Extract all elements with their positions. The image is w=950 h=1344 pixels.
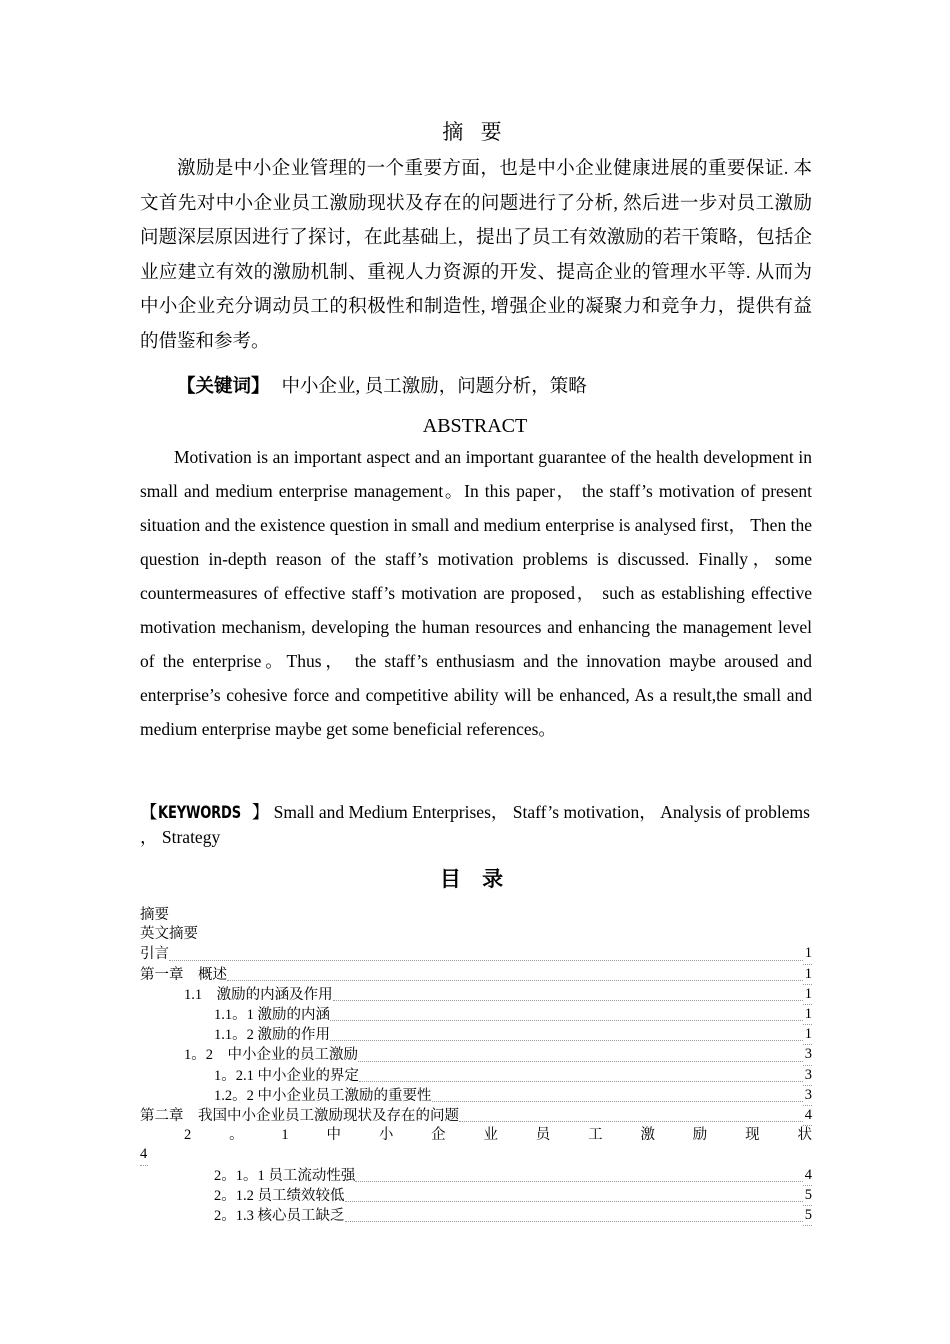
- toc-entry[interactable]: [140, 906, 812, 925]
- toc-entry-label: 第二章 我国中小企业员工激励现状及存在的问题: [140, 1108, 459, 1125]
- toc-entry-label: 1。2 中小企业的员工激励: [184, 1047, 358, 1064]
- keywords-cn-value: 中小企业, 员工激励，问题分析，策略: [281, 377, 587, 397]
- abstract-en-paragraph: Motivation is an important aspect and an important guarantee of the health development in small and medium enterprise management。In this paper， the staff’s motivation of present situation and the existence question in small and medium enterprise is analysed first， Then the question in-depth reason of the staff’s motivation problems is discussed. Finally，some countermeasures of effective staff’s motivation are proposed， such as establishing effective motivation mechanism, developing the human resources and enhancing the management level of the enterprise。Thus， the staff’s enthusiasm and the innovation maybe aroused and enterprise’s cohesive force and competitive ability will be enhanced, As a result,the small and medium enterprise maybe get some beneficial references。: [140, 447, 812, 739]
- keywords-en-bracket-close: 】: [251, 802, 270, 822]
- toc-entry-label: 摘要: [140, 907, 169, 923]
- toc-entry-page: 1: [803, 965, 812, 985]
- toc-entry[interactable]: [140, 965, 812, 985]
- toc-entry[interactable]: [140, 985, 812, 1005]
- toc-entry-page: 4: [803, 1106, 812, 1126]
- toc-spread-char: 员: [535, 1127, 551, 1144]
- toc-leader-dots: [345, 1220, 803, 1222]
- toc-entry-label: 1.2。2 中小企业员工激励的重要性: [214, 1087, 432, 1104]
- toc-entry-page: 1: [803, 985, 812, 1005]
- toc-leader-dots: [432, 1100, 803, 1102]
- toc-spread-char: 企: [431, 1127, 446, 1144]
- toc-entry-label: 1。2.1 中小企业的界定: [214, 1067, 359, 1084]
- toc-leader-dots: [198, 939, 810, 940]
- toc-spread-char: 工: [588, 1127, 603, 1144]
- toc-leader-dots: [333, 999, 803, 1001]
- toc-entry-label: 2。1.3 核心员工缺乏: [214, 1208, 345, 1225]
- toc-entry[interactable]: [140, 944, 812, 964]
- toc-entry[interactable]: [140, 1025, 812, 1045]
- toc-leader-dots: [345, 1200, 803, 1202]
- keywords-cn: [140, 372, 812, 402]
- abstract-cn-body: 激励是中小企业管理的一个重要方面，也是中小企业健康进展的重要保证. 本文首先对中小企业员工激励现状及存在的问题进行了分析, 然后进一步对员工激励问题深层原因进行了探讨，在此基础上，提出了员工有效激励的若干策略，包括企业应建立有效的激励机制、重视人力资源的开发、提高企业的管理水平等. 从而为中小企业充分调动员工的积极性和制造性, 增强企业的凝聚力和竞争力，提供有益的借鉴和参考。: [140, 159, 812, 352]
- toc-spread-char: 业: [483, 1127, 498, 1144]
- toc-entry-spread-page: [140, 1145, 812, 1165]
- toc-entry-page: 1: [803, 944, 812, 964]
- toc-leader-dots: [459, 1120, 803, 1122]
- toc-entry-page: 5: [803, 1186, 812, 1206]
- toc-spread-char: 。: [229, 1127, 244, 1144]
- toc-leader-dots: [330, 1019, 803, 1021]
- toc-leader-dots: [330, 1039, 803, 1041]
- toc-spread-char: 1: [281, 1127, 289, 1144]
- toc-entry-page: 1: [803, 1005, 812, 1025]
- toc-spread-char: 小: [378, 1127, 394, 1144]
- toc-entry-label: 1.1 激励的内涵及作用: [184, 986, 333, 1003]
- toc-entry-label: 1.1。2 激励的作用: [214, 1027, 330, 1044]
- keywords-cn-label: 【关键词】: [177, 377, 270, 397]
- toc-spread-char: 励: [692, 1127, 708, 1144]
- toc-entry[interactable]: [140, 1106, 812, 1126]
- abstract-en-title: ABSTRACT: [422, 415, 528, 437]
- toc-entry-page: 3: [803, 1045, 812, 1065]
- toc-entry-label: 第一章 概述: [140, 966, 227, 983]
- toc-entry-page: 4: [140, 1145, 148, 1165]
- toc-spread-char: 现: [745, 1127, 760, 1144]
- toc-entry-spread-label: [184, 1126, 812, 1145]
- toc-entry-label: 2。1。1 员工流动性强: [214, 1167, 356, 1184]
- toc-entry-label: 英文摘要: [140, 926, 198, 943]
- keywords-en: [140, 800, 812, 850]
- toc-entry[interactable]: [140, 1086, 812, 1106]
- toc-entry-label: 2。1.2 员工绩效较低: [214, 1187, 345, 1204]
- toc-entry-label: 1.1。1 激励的内涵: [214, 1007, 330, 1024]
- toc-entry-label: 引言: [140, 946, 169, 963]
- toc-entry-page: 1: [803, 1025, 812, 1045]
- toc-leader-dots: [169, 920, 810, 921]
- toc-title: 目 录: [439, 867, 511, 891]
- toc-spread-char: 状: [797, 1127, 812, 1144]
- toc-entry-page: 3: [803, 1086, 812, 1106]
- toc-spread-char: 激: [640, 1127, 655, 1144]
- toc-entry-page: 3: [803, 1066, 812, 1086]
- toc-spread-char: 中: [326, 1127, 341, 1144]
- toc-entry[interactable]: [140, 1206, 812, 1226]
- toc-entry[interactable]: [140, 1045, 812, 1065]
- toc-leader-dots: [355, 1180, 802, 1182]
- abstract-en-body: [140, 440, 812, 746]
- toc-list: [140, 906, 812, 1226]
- toc-leader-dots: [358, 1060, 803, 1062]
- toc-entry[interactable]: [140, 1186, 812, 1206]
- keywords-en-label: KEYWORDS: [157, 803, 241, 822]
- toc-entry[interactable]: [140, 1166, 812, 1186]
- toc-entry-spread[interactable]: [140, 1126, 812, 1145]
- toc-entry[interactable]: [140, 1005, 812, 1025]
- toc-entry[interactable]: [140, 1066, 812, 1086]
- toc-leader-dots: [169, 959, 803, 961]
- toc-entry[interactable]: [140, 925, 812, 944]
- toc-leader-dots: [227, 979, 803, 981]
- keywords-en-value: Small and Medium Enterprises， Staff’s motivation， Analysis of problems ， Strategy: [140, 802, 810, 847]
- toc-entry-page: 4: [803, 1166, 812, 1186]
- keywords-en-bracket-open: 【: [140, 802, 158, 822]
- toc-leader-dots: [359, 1080, 803, 1082]
- toc-entry-page: 5: [803, 1206, 812, 1226]
- toc-spread-char: 2: [184, 1127, 192, 1144]
- abstract-cn-title: 摘 要: [442, 120, 508, 144]
